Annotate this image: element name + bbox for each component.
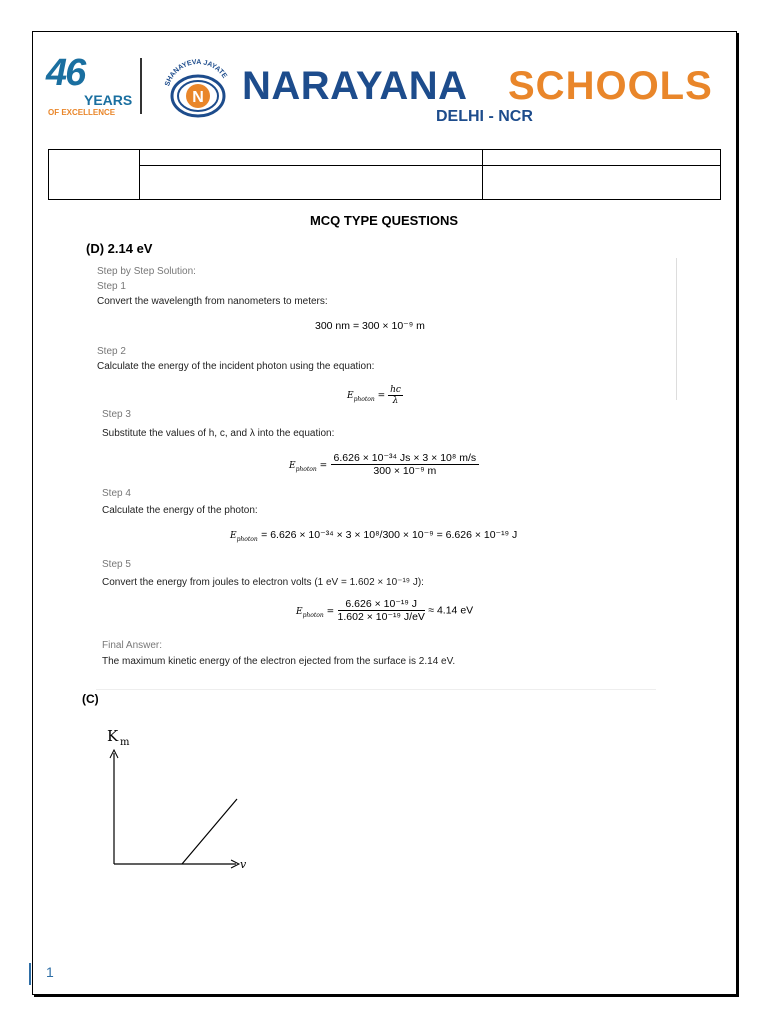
step2-label: Step 2 [97, 346, 126, 357]
brand-name-schools: SCHOOLS [508, 64, 713, 108]
eq-symbol: E [347, 391, 354, 401]
graph-y-label-sub: m [120, 737, 130, 748]
eq-denominator: λ [392, 396, 399, 406]
graph-line [182, 799, 237, 864]
years-subtitle: OF EXCELLENCE [48, 108, 116, 117]
emblem-icon [158, 54, 238, 118]
answer-2: (C) [82, 692, 99, 706]
school-logo [46, 52, 726, 124]
step3-text: Substitute the values of h, c, and λ into the equation: [102, 428, 335, 439]
info-table [48, 149, 721, 200]
final-answer-text: The maximum kinetic energy of the electron ejected from the surface is 2.14 eV. [102, 656, 456, 667]
step5-equation: $E_{photon}$ = $\frac{\text{6.626 × 10⁻¹⁹ J}}{\text{1.602 × 10⁻¹⁹ J/eV}}$ ≈ 4.14 eV [296, 598, 474, 623]
eq-result: ≈ 4.14 eV [428, 604, 474, 617]
step3-equation: $E_{photon}$ = $\frac{\text{6.626 × 10⁻³⁴ Js × 3 × 10⁸ m/s}}{\text{300 × 10⁻⁹ m}}$ [289, 452, 479, 477]
years-label: YEARS [84, 92, 133, 108]
step4-equation [230, 529, 517, 543]
step1-text: Convert the wavelength from nanometers to meters: [97, 296, 328, 307]
eq-numerator: 6.626 × 10⁻¹⁹ J [338, 598, 425, 611]
graph-y-label: K [107, 727, 119, 745]
eq-denominator: 300 × 10⁻⁹ m [373, 465, 437, 477]
step2-equation: $E_{photon}$ = $\frac{hc}{\lambda}$ [347, 385, 401, 406]
years-number: 46 [46, 52, 85, 94]
eq-numerator: hc [390, 385, 401, 395]
kinetic-energy-graph [90, 725, 290, 895]
step5-label: Step 5 [102, 559, 131, 570]
eq-symbol: E [230, 531, 237, 541]
final-answer-label: Final Answer: [102, 640, 163, 651]
region-label: DELHI - NCR [436, 108, 533, 125]
eq-numerator: 6.626 × 10⁻³⁴ Js × 3 × 10⁸ m/s [331, 452, 480, 465]
separator-horizontal [96, 689, 656, 690]
solution-image [96, 259, 680, 689]
step3-label: Step 3 [102, 409, 131, 420]
step1-label: Step 1 [97, 281, 126, 292]
eq-subscript: photon [295, 465, 317, 473]
eq-denominator: 1.602 × 10⁻¹⁹ J/eV [337, 611, 425, 623]
eq-symbol: E [289, 460, 296, 471]
step1-equation: 300 nm = 300 × 10⁻⁹ m [315, 320, 425, 332]
section-heading: MCQ TYPE QUESTIONS [309, 213, 459, 228]
info-cell [483, 166, 721, 200]
info-cell [483, 150, 721, 166]
step2-text: Calculate the energy of the incident photon using the equation: [97, 361, 375, 372]
logo-divider [140, 58, 142, 114]
emblem-arc-text: SHANAYEVA JAYATE [164, 58, 228, 88]
page-number: 1 [46, 964, 54, 980]
info-cell [140, 150, 483, 166]
eq-subscript: photon [353, 395, 375, 403]
step4-text: Calculate the energy of the photon: [102, 505, 258, 516]
graph-x-label: v [240, 858, 247, 871]
info-cell [49, 150, 140, 200]
eq-symbol: E [296, 606, 303, 617]
answer-1: (D) 2.14 eV [86, 241, 153, 256]
info-cell [140, 166, 483, 200]
eq-subscript: photon [236, 535, 258, 543]
step5-text: Convert the energy from joules to electron volts (1 eV = 1.602 × 10⁻¹⁹ J): [102, 577, 424, 588]
emblem-letter: N [192, 89, 204, 106]
eq-subscript: photon [302, 611, 324, 619]
step4-label: Step 4 [102, 488, 131, 499]
brand-name-narayana: NARAYANA [242, 64, 468, 108]
page-number-marker [29, 963, 31, 985]
eq-rhs: = 6.626 × 10⁻³⁴ × 3 × 10⁸/300 × 10⁻⁹ = 6.626 × 10⁻¹⁹ J [261, 529, 518, 541]
solution-title: Step by Step Solution: [97, 266, 196, 277]
